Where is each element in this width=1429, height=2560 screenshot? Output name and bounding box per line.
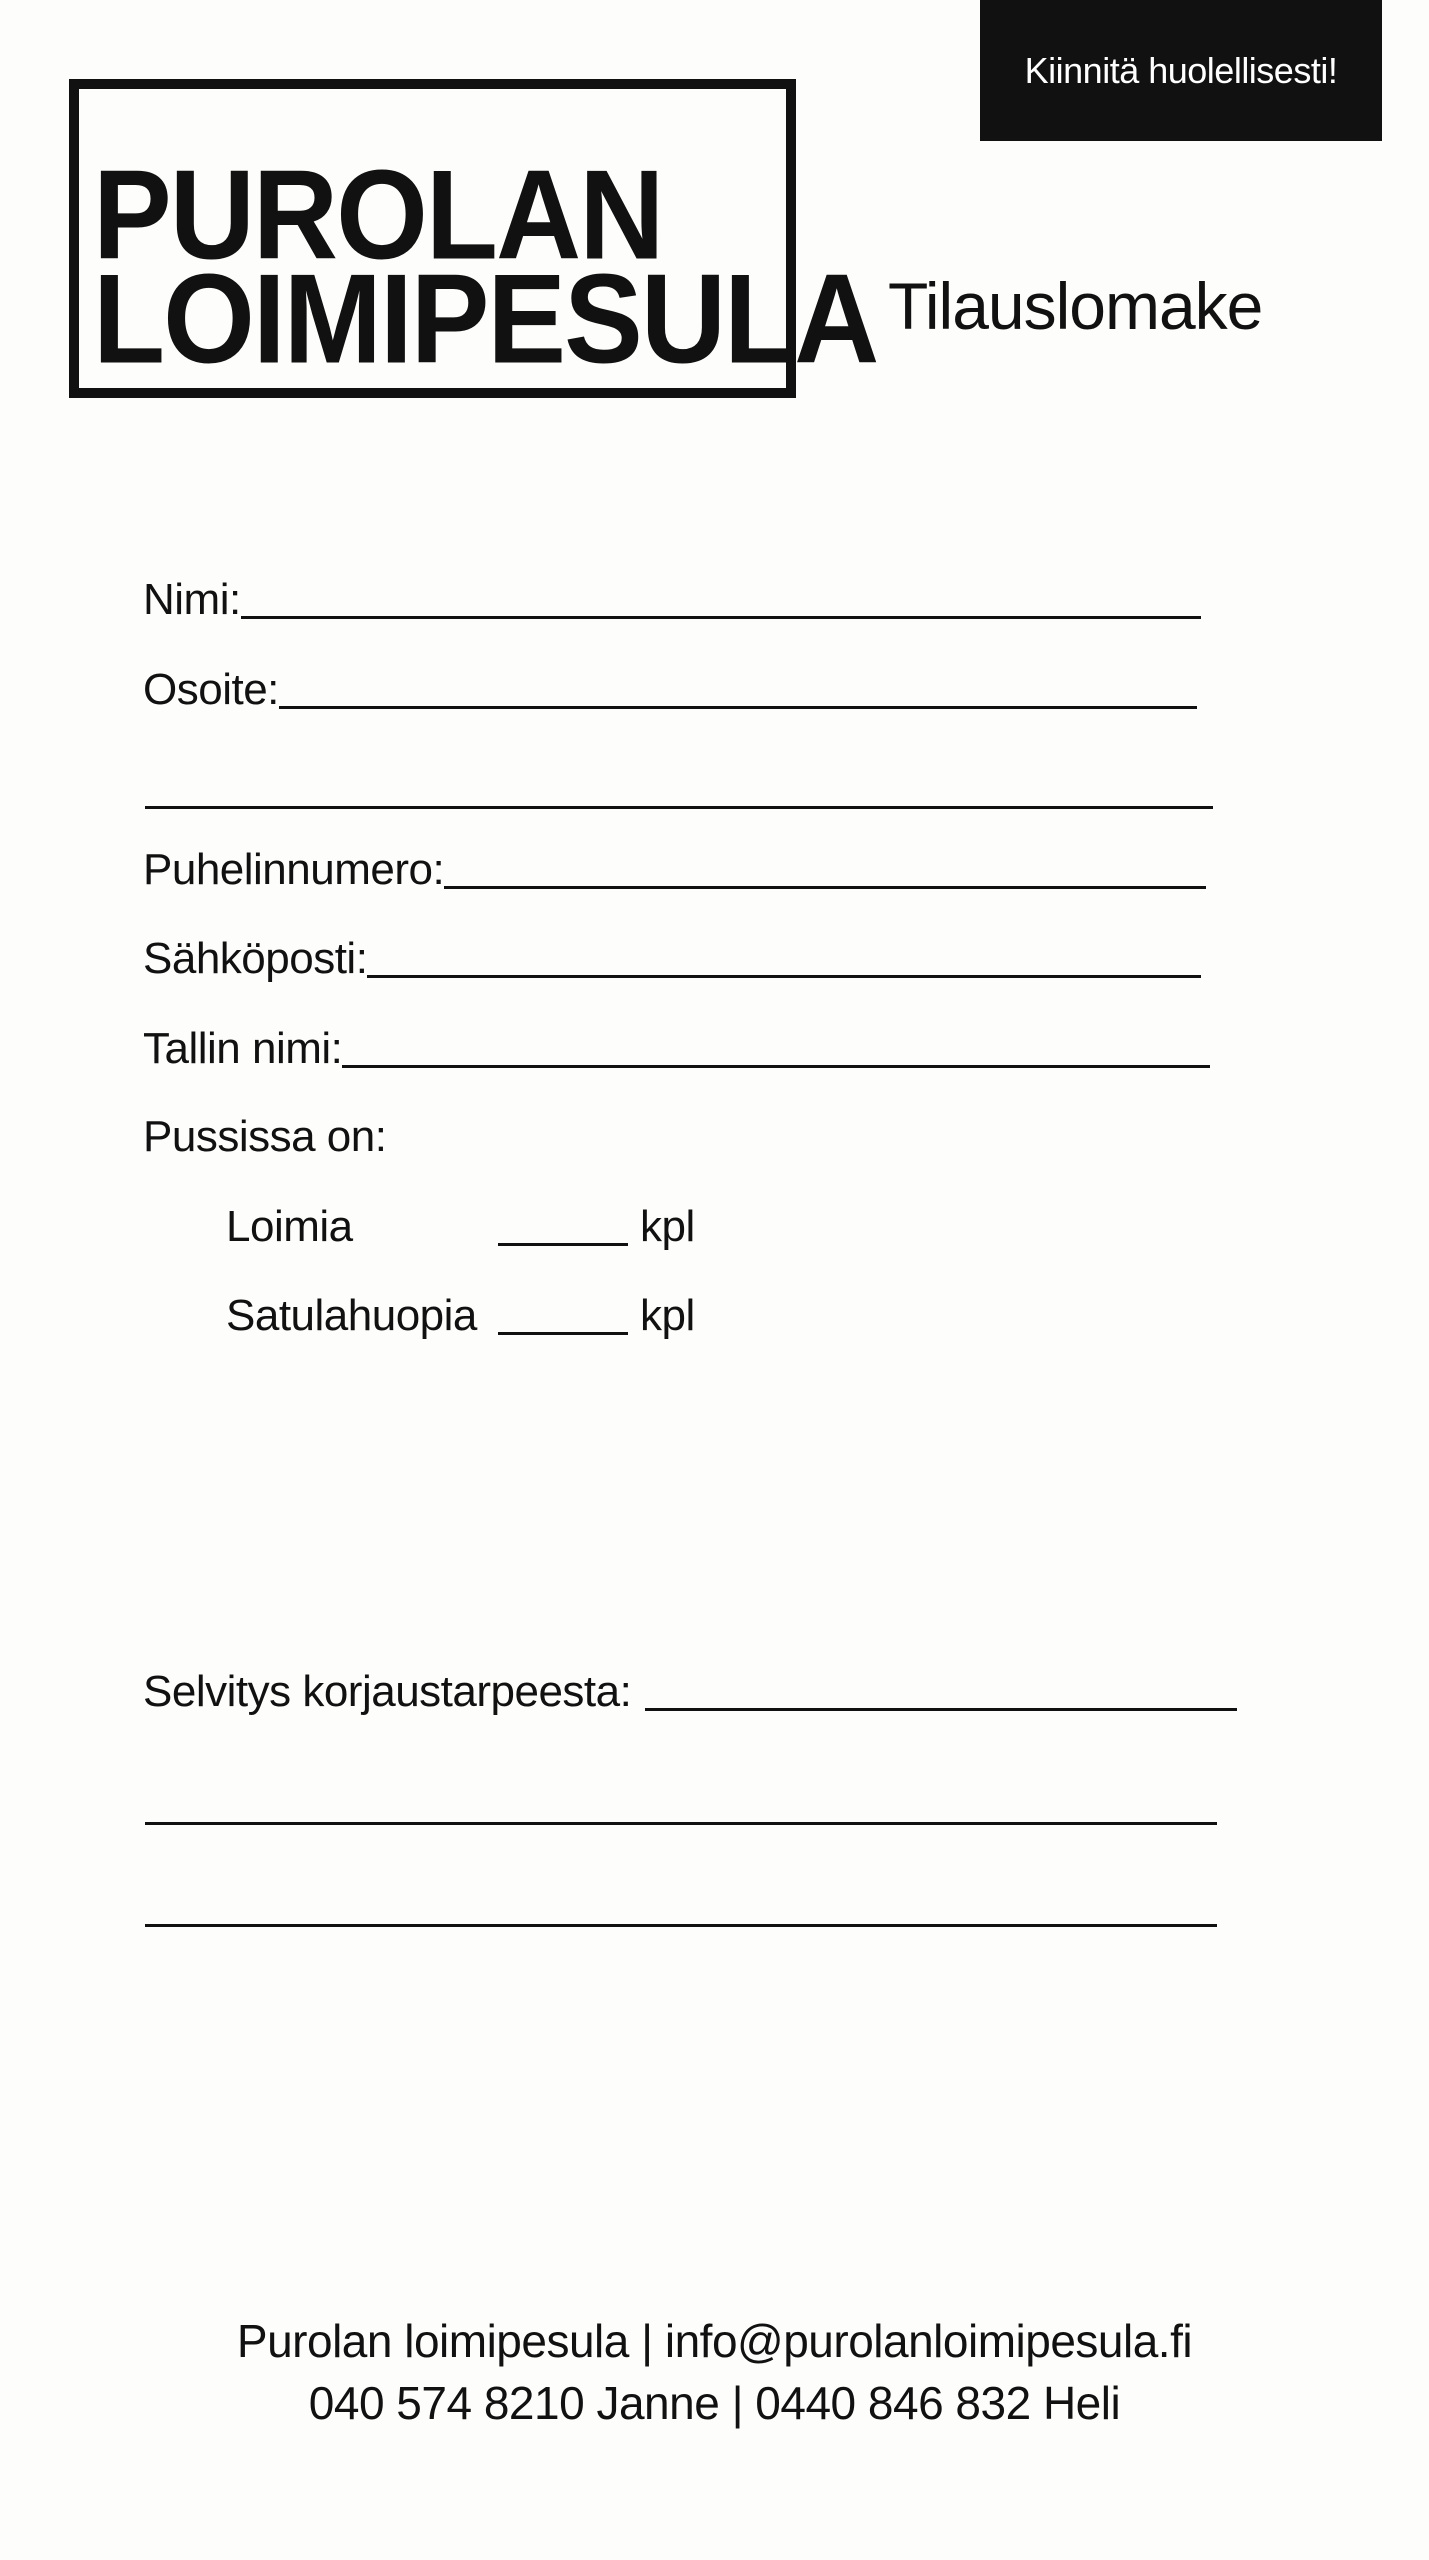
saddle-pads-unit: kpl xyxy=(640,1291,695,1340)
address-label: Osoite: xyxy=(143,665,279,714)
blankets-count-line[interactable] xyxy=(498,1243,628,1246)
repair-line-2[interactable] xyxy=(145,1822,1217,1825)
email-field[interactable] xyxy=(143,934,1201,984)
stable-line[interactable] xyxy=(342,1065,1210,1068)
company-logo xyxy=(69,79,878,398)
name-field[interactable] xyxy=(143,575,1201,625)
bag-contents-heading xyxy=(143,1112,386,1162)
repair-line-1[interactable] xyxy=(645,1708,1237,1711)
phone-line[interactable] xyxy=(444,886,1206,889)
stable-field[interactable] xyxy=(143,1024,1210,1074)
email-line[interactable] xyxy=(367,975,1201,978)
logo-line-1: PUROLAN xyxy=(93,143,663,287)
phone-field[interactable] xyxy=(143,845,1206,895)
stable-label: Tallin nimi: xyxy=(143,1024,343,1073)
bag-contents-label: Pussissa on: xyxy=(143,1112,387,1161)
name-label: Nimi: xyxy=(143,575,241,624)
saddle-pads-item[interactable] xyxy=(226,1291,695,1341)
address-line-2[interactable] xyxy=(145,806,1213,809)
address-field[interactable] xyxy=(143,665,1197,715)
attach-carefully-label: Kiinnitä huolellisesti! xyxy=(980,0,1382,141)
phone-label: Puhelinnumero: xyxy=(143,845,445,894)
saddle-pads-count-line[interactable] xyxy=(498,1332,628,1335)
footer-contact-line-2: 040 574 8210 Janne | 0440 846 832 Heli xyxy=(308,2377,1121,2429)
repair-label: Selvitys korjaustarpeesta: xyxy=(143,1667,632,1716)
footer-contact-line-1: Purolan loimipesula | info@purolanloimipesula.fi xyxy=(236,2315,1193,2367)
saddle-pads-label: Satulahuopia xyxy=(226,1291,477,1340)
form-title: Tilauslomake xyxy=(888,269,1263,343)
repair-line-3[interactable] xyxy=(145,1924,1217,1927)
logo-line-2: LOIMIPESULA xyxy=(93,247,878,391)
repair-field[interactable] xyxy=(143,1667,1237,1717)
blankets-unit: kpl xyxy=(640,1202,695,1251)
address-line[interactable] xyxy=(279,706,1197,709)
name-line[interactable] xyxy=(241,616,1201,619)
blankets-item[interactable] xyxy=(226,1202,695,1252)
blankets-label: Loimia xyxy=(226,1202,353,1251)
email-label: Sähköposti: xyxy=(143,934,368,983)
